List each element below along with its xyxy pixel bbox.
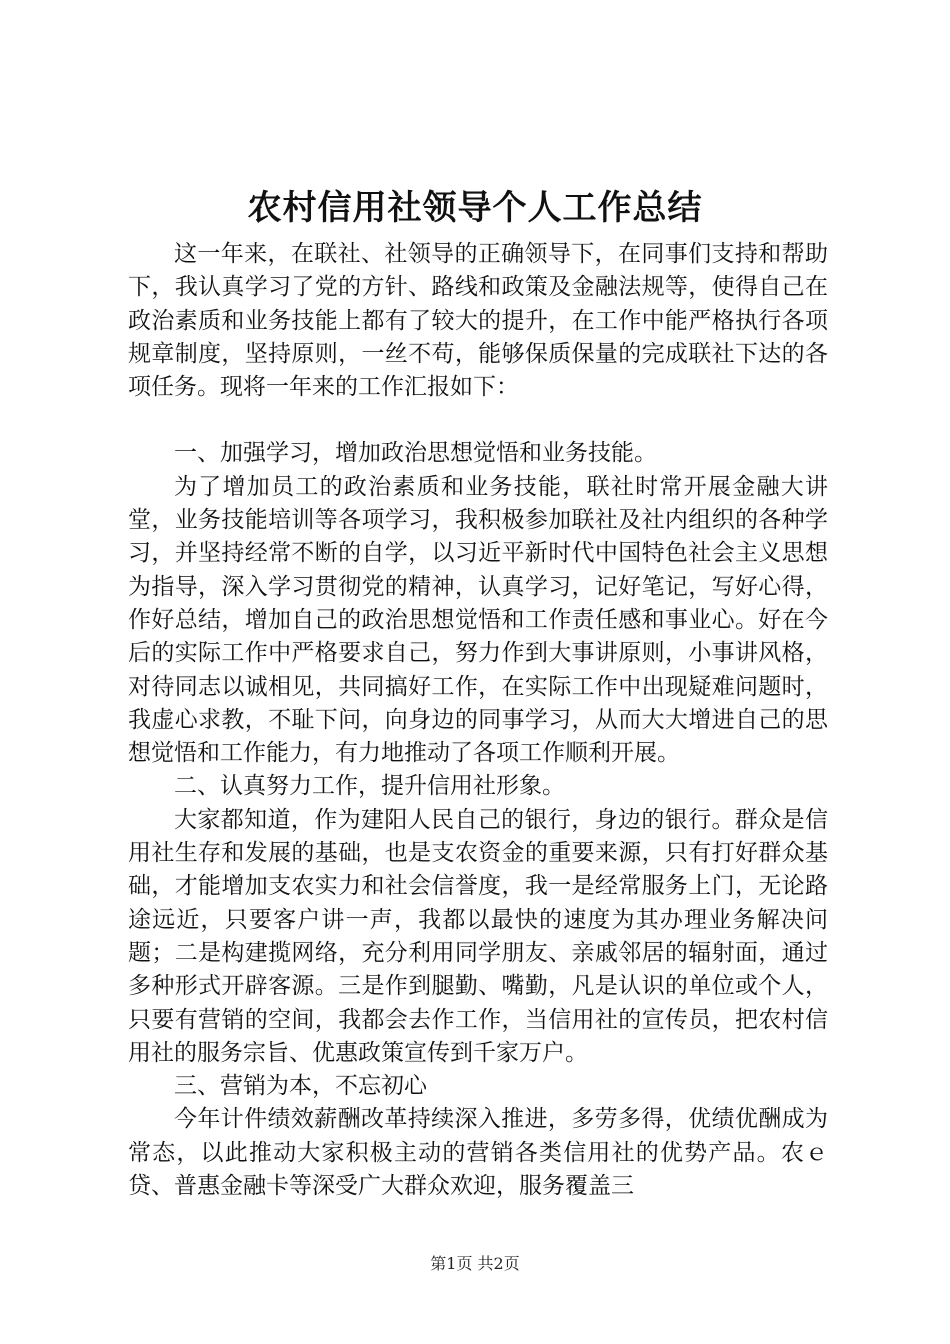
section-body-1: 为了增加员工的政治素质和业务技能，联社时常开展金融大讲堂，业务技能培训等各项学习，我积极参加联社及社内组织的各种学习，并坚持经常不断的自学，以习近平新时代中国特色社会主义思想为指导，深入学习贯彻党的精神，认真学习，记好笔记，写好心得，作好总结，增加自己的政治思想觉悟和工作责任感和事业心。好在今后的实际工作中严格要求自己，努力作到大事讲原则，小事讲风格，对待同志以诚相见，共同搞好工作，在实际工作中出现疑难问题时，我虚心求教，不耻下问，向身边的同事学习，从而大大增进自己的思想觉悟和工作能力，有力地推动了各项工作顺利开展。	[128, 473, 828, 767]
section-body-3: 今年计件绩效薪酬改革持续深入推进，多劳多得，优绩优酬成为常态，以此推动大家积极主动的营销各类信用社的优势产品。农ｅ贷、普惠金融卡等深受广大群众欢迎，服务覆盖三	[128, 1106, 828, 1200]
document-body	[128, 238, 828, 1203]
intro-paragraph: 这一年来，在联社、社领导的正确领导下，在同事们支持和帮助下，我认真学习了党的方针、路线和政策及金融法规等，使得自己在政治素质和业务技能上都有了较大的提升，在工作中能严格执行各项规章制度，坚持原则，一丝不苟，能够保质保量的完成联社下达的各项任务。现将一年来的工作汇报如下：	[128, 241, 828, 401]
document-title: 农村信用社领导个人工作总结	[247, 188, 703, 228]
paragraph-spacer	[128, 404, 828, 437]
section-heading-2: 二、认真努力工作，提升信用社形象。	[174, 773, 565, 800]
section-heading-3: 三、营销为本，不忘初心	[174, 1073, 427, 1100]
section-body-2: 大家都知道，作为建阳人民自己的银行，身边的银行。群众是信用社生存和发展的基础，也是支农资金的重要来源，只有打好群众基础，才能增加支农实力和社会信誉度，我一是经常服务上门，无论路途远近，只要客户讲一声，我都以最快的速度为其办理业务解决问题；二是构建揽网络，充分利用同学朋友、亲戚邻居的辐射面，通过多种形式开辟客源。三是作到腿勤、嘴勤，凡是认识的单位或个人，只要有营销的空间，我都会去作工作，当信用社的宣传员，把农村信用社的服务宗旨、优惠政策宣传到千家万户。	[128, 806, 828, 1066]
section-heading-1: 一、加强学习，增加政治思想觉悟和业务技能。	[174, 440, 657, 467]
page-footer: 第1页 共2页	[430, 1254, 520, 1273]
